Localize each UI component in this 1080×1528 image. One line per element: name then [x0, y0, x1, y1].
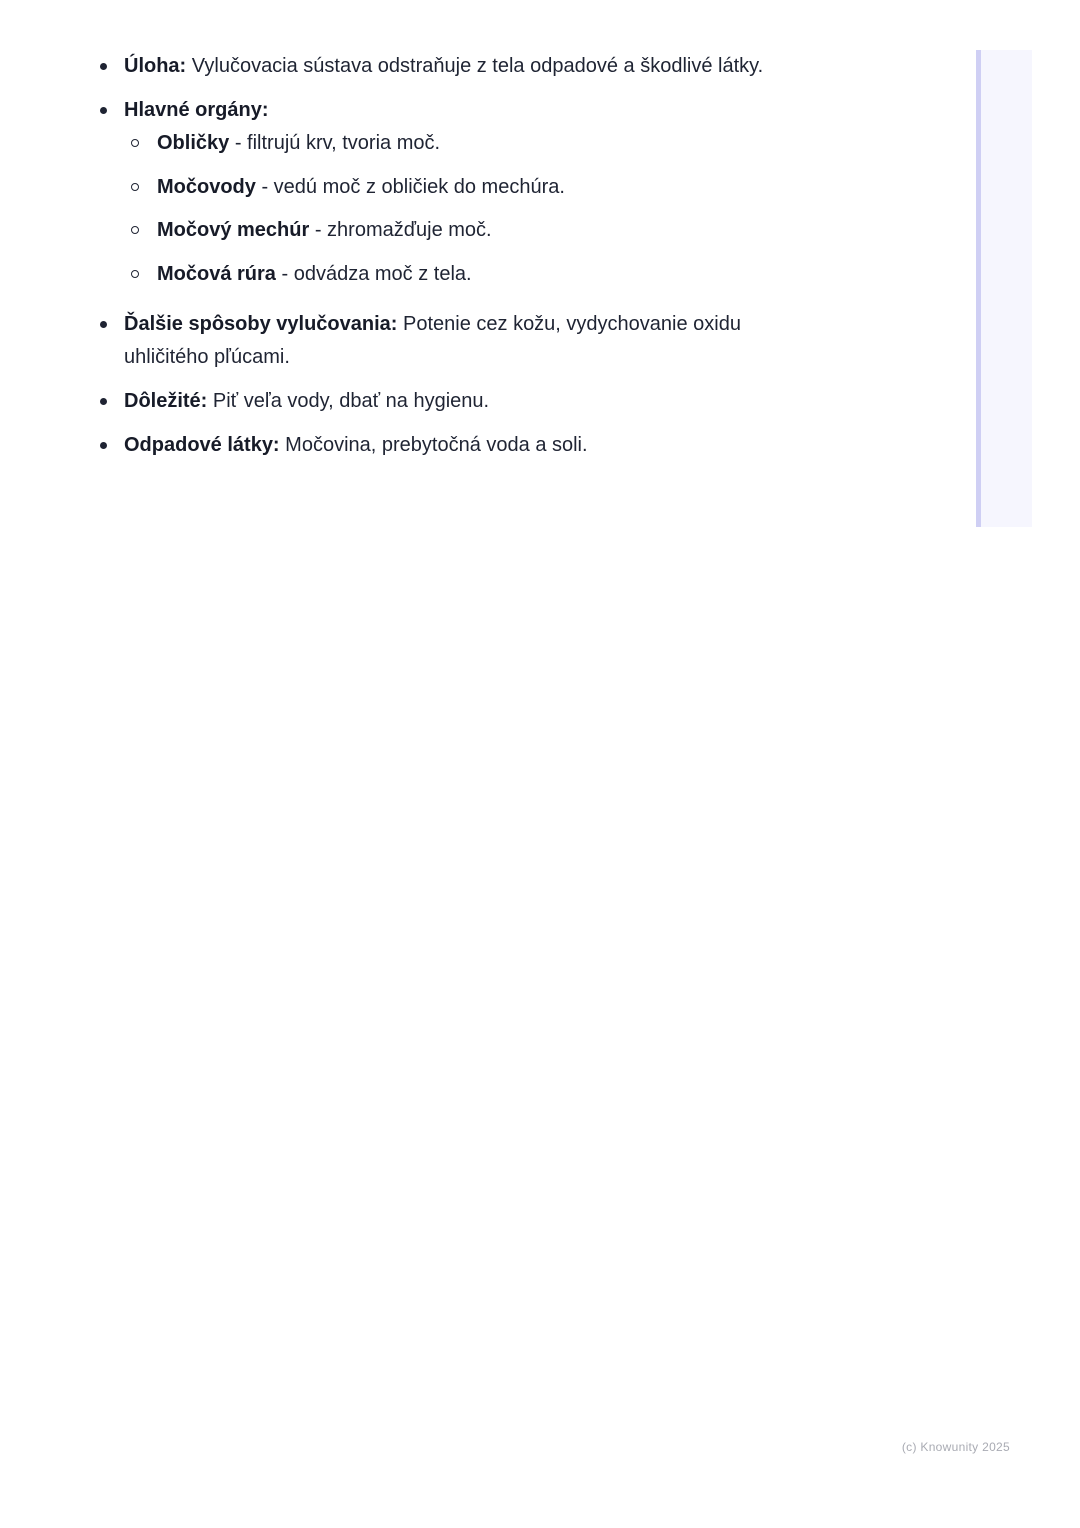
other-text: Potenie cez kožu, vydychovanie oxidu uhličitého pľúcami. — [124, 312, 741, 368]
waste-text: Močovina, prebytočná voda a soli. — [279, 433, 588, 456]
organ-name: Močová rúra — [157, 262, 276, 285]
organ-item-urethra — [124, 258, 815, 291]
bullet-icon — [100, 321, 107, 328]
organ-name: Obličky — [157, 132, 230, 154]
notes-content — [95, 50, 815, 473]
organ-description: - vedú moč z obličiek do mechúra. — [255, 175, 565, 198]
important-label: Dôležité: — [124, 389, 208, 412]
sub-bullet-icon — [131, 270, 139, 278]
side-panel — [976, 50, 1032, 527]
organ-item-bladder — [124, 214, 815, 247]
organ-name: Močovody — [157, 175, 256, 198]
bullet-icon — [100, 398, 107, 405]
organ-item-kidneys — [124, 127, 815, 160]
list-item-important — [95, 385, 815, 418]
organ-description: - filtrujú krv, tvoria moč. — [229, 132, 441, 154]
list-item-role — [95, 50, 815, 83]
organ-item-ureters — [124, 171, 815, 204]
waste-label: Odpadové látky: — [124, 433, 280, 456]
copyright-footer: (c) Knowunity 2025 — [901, 1440, 1010, 1454]
bullet-icon — [100, 107, 107, 114]
organ-name: Močový mechúr — [157, 219, 310, 241]
list-item-waste — [95, 429, 815, 462]
bullet-icon — [100, 442, 107, 449]
notes-list — [95, 50, 815, 462]
organ-description: - zhromažďuje moč. — [309, 219, 492, 241]
list-item-other-excretion — [95, 308, 815, 374]
list-item-organs — [95, 94, 815, 291]
other-label: Ďalšie spôsoby vylučovania: — [124, 312, 398, 335]
sub-bullet-icon — [131, 226, 139, 234]
important-text: Piť veľa vody, dbať na hygienu. — [207, 389, 490, 412]
role-text: Vylučovacia sústava odstraňuje z tela odpadové a škodlivé látky. — [186, 55, 764, 77]
organ-description: - odvádza moč z tela. — [275, 262, 472, 285]
organs-sublist — [124, 127, 815, 291]
bullet-icon — [100, 63, 107, 70]
role-label: Úloha: — [124, 55, 187, 77]
sub-bullet-icon — [131, 183, 139, 191]
sub-bullet-icon — [131, 139, 139, 147]
organs-label: Hlavné orgány: — [124, 99, 269, 121]
